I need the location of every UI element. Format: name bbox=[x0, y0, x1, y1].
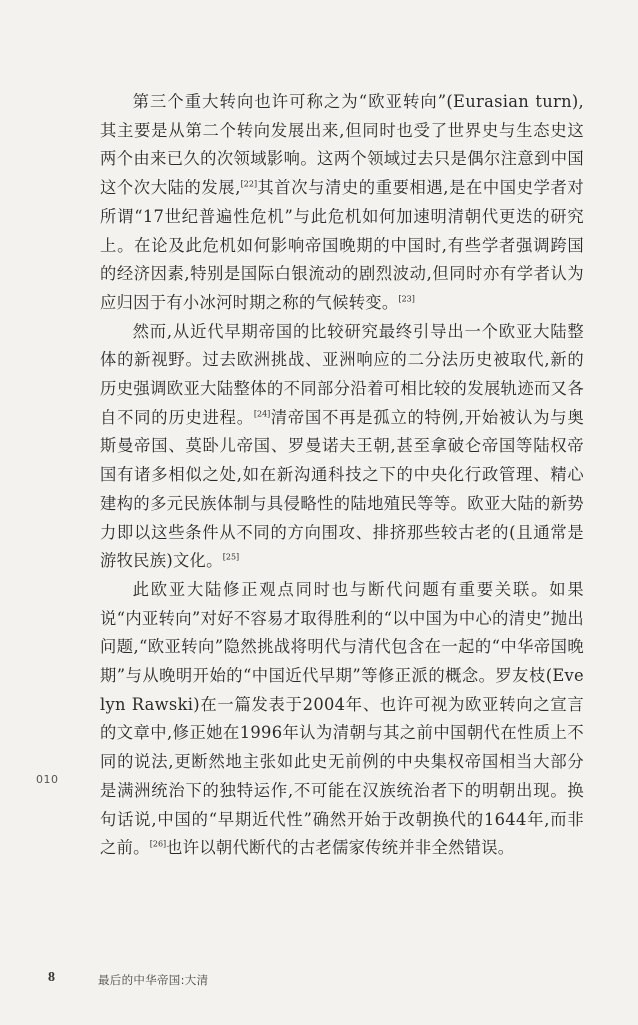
footnote-ref-24: [24] bbox=[253, 409, 271, 419]
paragraph-1-text-a: 第三个重大转向也许可称之为“欧亚转向”(Eurasian turn),其主要是从第二个转向发展出来,但同时也受了世界史与生态史这两个由来已久的次领域影响。这两个领域过去只是偶尔注意到中国这个次大陆的发展, bbox=[100, 92, 584, 198]
footnote-ref-25: [25] bbox=[222, 552, 240, 562]
paragraph-3-text-a: 此欧亚大陆修正观点同时也与断代问题有重要关联。如果说“内亚转向”对好不容易才取得胜利的“以中国为中心的清史”抛出问题,“欧亚转向”隐然挑战将明代与清代包含在一起的“中华帝国晚期”与从晚明开始的“中国近代早期”等修正派的概念。罗友枝(Evelyn Rawski)在一篇发表于2004年、也许可视为欧亚转向之宣言的文章中,修正她在1996年认为清朝与其之前中国朝代在性质上不同的说法,更断然地主张如此史无前例的中央集权帝国相当大部分是满洲统治下的独特运作,不可能在汉族统治者下的明朝出现。换句话说,中国的“早期近代性”确然开始于改朝换代的1644年,而非之前。 bbox=[100, 579, 584, 858]
footnote-ref-22: [22] bbox=[240, 179, 258, 189]
paragraph-2 bbox=[100, 318, 584, 576]
footnote-ref-23: [23] bbox=[398, 294, 415, 304]
margin-page-marker: 010 bbox=[36, 773, 59, 786]
body-text bbox=[100, 88, 584, 863]
paragraph-1-text-b: 其首次与清史的重要相遇,是在中国史学者对所谓“17世纪普遍性危机”与此危机如何加速明清朝代更迭的研究上。在论及此危机如何影响帝国晚期的中国时,有些学者强调跨国的经济因素,特别是国际白银流动的剧烈波动,但同时亦有学者认为应归因于有小冰河时期之称的气候转变。 bbox=[100, 178, 584, 312]
footer-book-title: 最后的中华帝国:大清 bbox=[98, 973, 209, 987]
paragraph-1 bbox=[100, 88, 584, 318]
footnote-ref-26: [26] bbox=[149, 839, 167, 849]
paragraph-3-text-b: 也许以朝代断代的古老儒家传统并非全然错误。 bbox=[166, 838, 515, 858]
paragraph-3 bbox=[100, 576, 584, 863]
paragraph-2-text-b: 清帝国不再是孤立的特例,开始被认为与奥斯曼帝国、莫卧儿帝国、罗曼诺夫王朝,甚至拿破仑帝国等陆权帝国有诸多相似之处,如在新沟通科技之下的中央化行政管理、精心建构的多元民族体制与具侵略性的陆地殖民等等。欧亚大陆的新势力即以这些条件从不同的方向围攻、排挤那些较古老的(且通常是游牧民族)文化。 bbox=[100, 407, 584, 571]
footer-page-number: 8 bbox=[48, 970, 55, 985]
paragraph-2-text-a: 然而,从近代早期帝国的比较研究最终引导出一个欧亚大陆整体的新视野。过去欧洲挑战、亚洲响应的二分法历史被取代,新的历史强调欧亚大陆整体的不同部分沿着可相比较的发展轨迹而又各自不同的历史进程。 bbox=[100, 321, 584, 427]
